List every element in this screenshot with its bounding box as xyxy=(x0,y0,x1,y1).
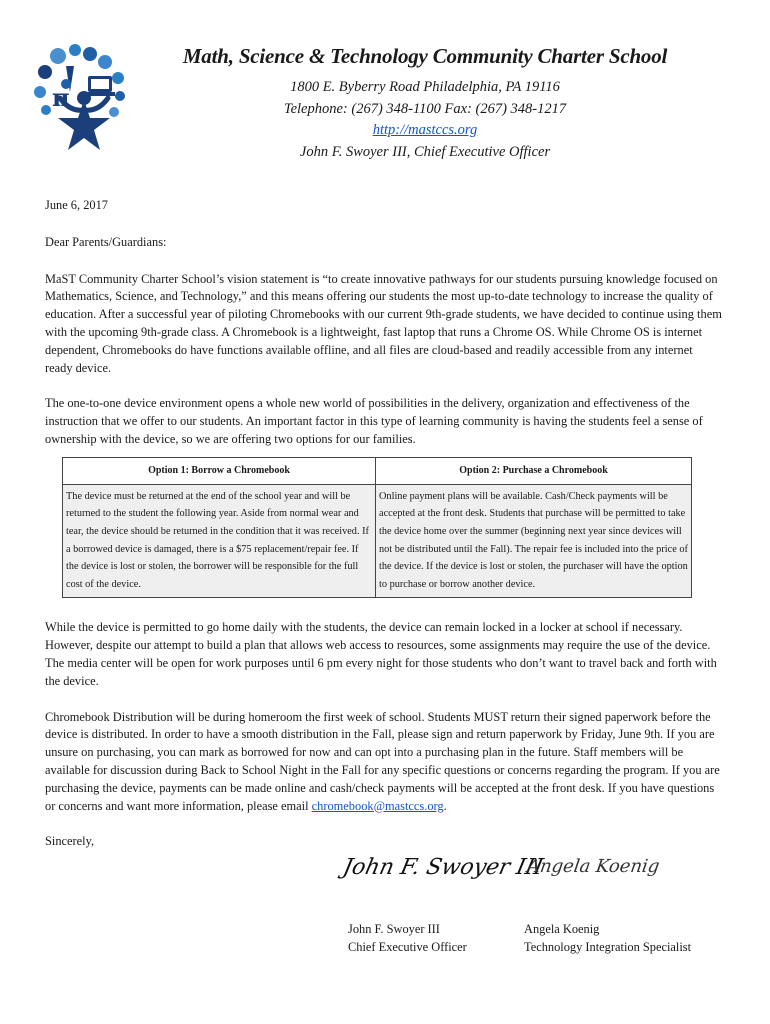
option-purchase-details: Online payment plans will be available. Cash/Check payments will be accepted at the front desk. Students that purchase will be permitted to take the device home over the summer (beginning next year since devices will not be distributed until the Fall). The repair fee is included into the price of the device. If the device is lost or stolen, the purchaser will have the option to purchase or borrow another device. xyxy=(376,484,692,598)
school-website-link[interactable]: http://mastccs.org xyxy=(372,122,478,138)
signer-ceo xyxy=(348,921,467,957)
option-borrow-details: The device must be returned at the end of the school year and will be returned to the student the following year. Aside from normal wear and tear, the device should be returned in the condition that it was received. If a borrowed device is damaged, there is a $75 replacement/repair fee. If the device is lost or stolen, the borrower will be responsible for the full cost of the device. xyxy=(63,484,376,598)
school-name: Math, Science & Technology Community Charter School xyxy=(182,44,668,68)
school-logo-star-icon xyxy=(30,40,130,165)
school-address: 1800 E. Byberry Road Philadelphia, PA 19116 xyxy=(290,79,560,95)
paragraph-one-to-one: The one-to-one device environment opens a whole new world of possibilities in the delivery, organization and effectiveness of the instruction that we offer to our students. An important factor in this type of learning community is having the students feel a sense of ownership with the device, so we are offering two options for our families. xyxy=(45,396,703,446)
signature-angela-koenig xyxy=(525,846,661,886)
paragraph-vision: MaST Community Charter School’s vision statement is “to create innovative pathways for our students pursuing knowledge focused on Mathematics, Science, and Technology,” and this means offering our students the most up-to-date technology to increase the quality of education. After a successful year of piloting Chromebooks with our current 9th-grade students, we have decided to continue using them with the upcoming 9th-grade class. A Chromebook is a lightweight, fast laptop that runs a Chrome OS. While Chrome OS is internet dependent, Chromebooks do have functions available offline, and all files are cloud-based and readily accessible from any internet ready device. xyxy=(45,271,722,375)
distribution-end: . xyxy=(443,798,447,813)
option-borrow-header: Option 1: Borrow a Chromebook xyxy=(63,457,376,484)
option-purchase-header: Option 2: Purchase a Chromebook xyxy=(376,457,692,484)
salutation: Dear Parents/Guardians: xyxy=(45,234,167,249)
paragraph-device-home: While the device is permitted to go home daily with the students, the device can remain locked in a locker at school if necessary. However, despite our attempt to build a plan that allows web access to resources, some assignments may require the use of the device. The media center will be open for work purposes until 6 pm every night for those students who don’t want to travel back and forth with the device. xyxy=(45,620,717,688)
school-phone: Telephone: (267) 348-1100 Fax: (267) 348-1217 xyxy=(283,100,567,117)
letter-body xyxy=(45,197,723,851)
ceo-line: John F. Swoyer III, Chief Executive Officer xyxy=(299,143,551,160)
signature-john-text: John F. Swoyer III xyxy=(340,854,546,880)
options-table xyxy=(62,457,692,599)
signature-angela-text: Angela Koenig xyxy=(525,856,661,877)
paragraph-distribution xyxy=(45,709,723,816)
email-link[interactable]: chromebook@mastccs.org xyxy=(311,798,444,813)
closing: Sincerely, xyxy=(45,834,95,849)
letterhead xyxy=(140,44,710,163)
signature-john-swoyer xyxy=(340,846,546,886)
signer-name: John F. Swoyer III xyxy=(348,922,440,936)
letter-date: June 6, 2017 xyxy=(45,198,108,212)
distribution-text: Chromebook Distribution will be during homeroom the first week of school. Students MUST return their signed paperwork before the device is distributed. In order to have a smooth distribution in the Fall, please sign and return paperwork by Friday, June 9th. If you are unsure on purchasing, you can mark as borrowed for now and can opt into a purchasing plan in the future. Staff members will be available for discussion during Back to School Night in the Fall for any specific questions or concerns regarding the program. If you are purchasing the device, payments can be made online and cash/check payments will be accepted at the front desk. If you have questions or concerns and want more information, please email xyxy=(45,709,720,813)
signer-name: Angela Koenig xyxy=(524,922,600,936)
svg-text:π: π xyxy=(52,83,70,112)
signer-title: Chief Executive Officer xyxy=(348,939,467,954)
signer-tech-specialist xyxy=(524,921,691,957)
signer-title: Technology Integration Specialist xyxy=(524,939,692,954)
